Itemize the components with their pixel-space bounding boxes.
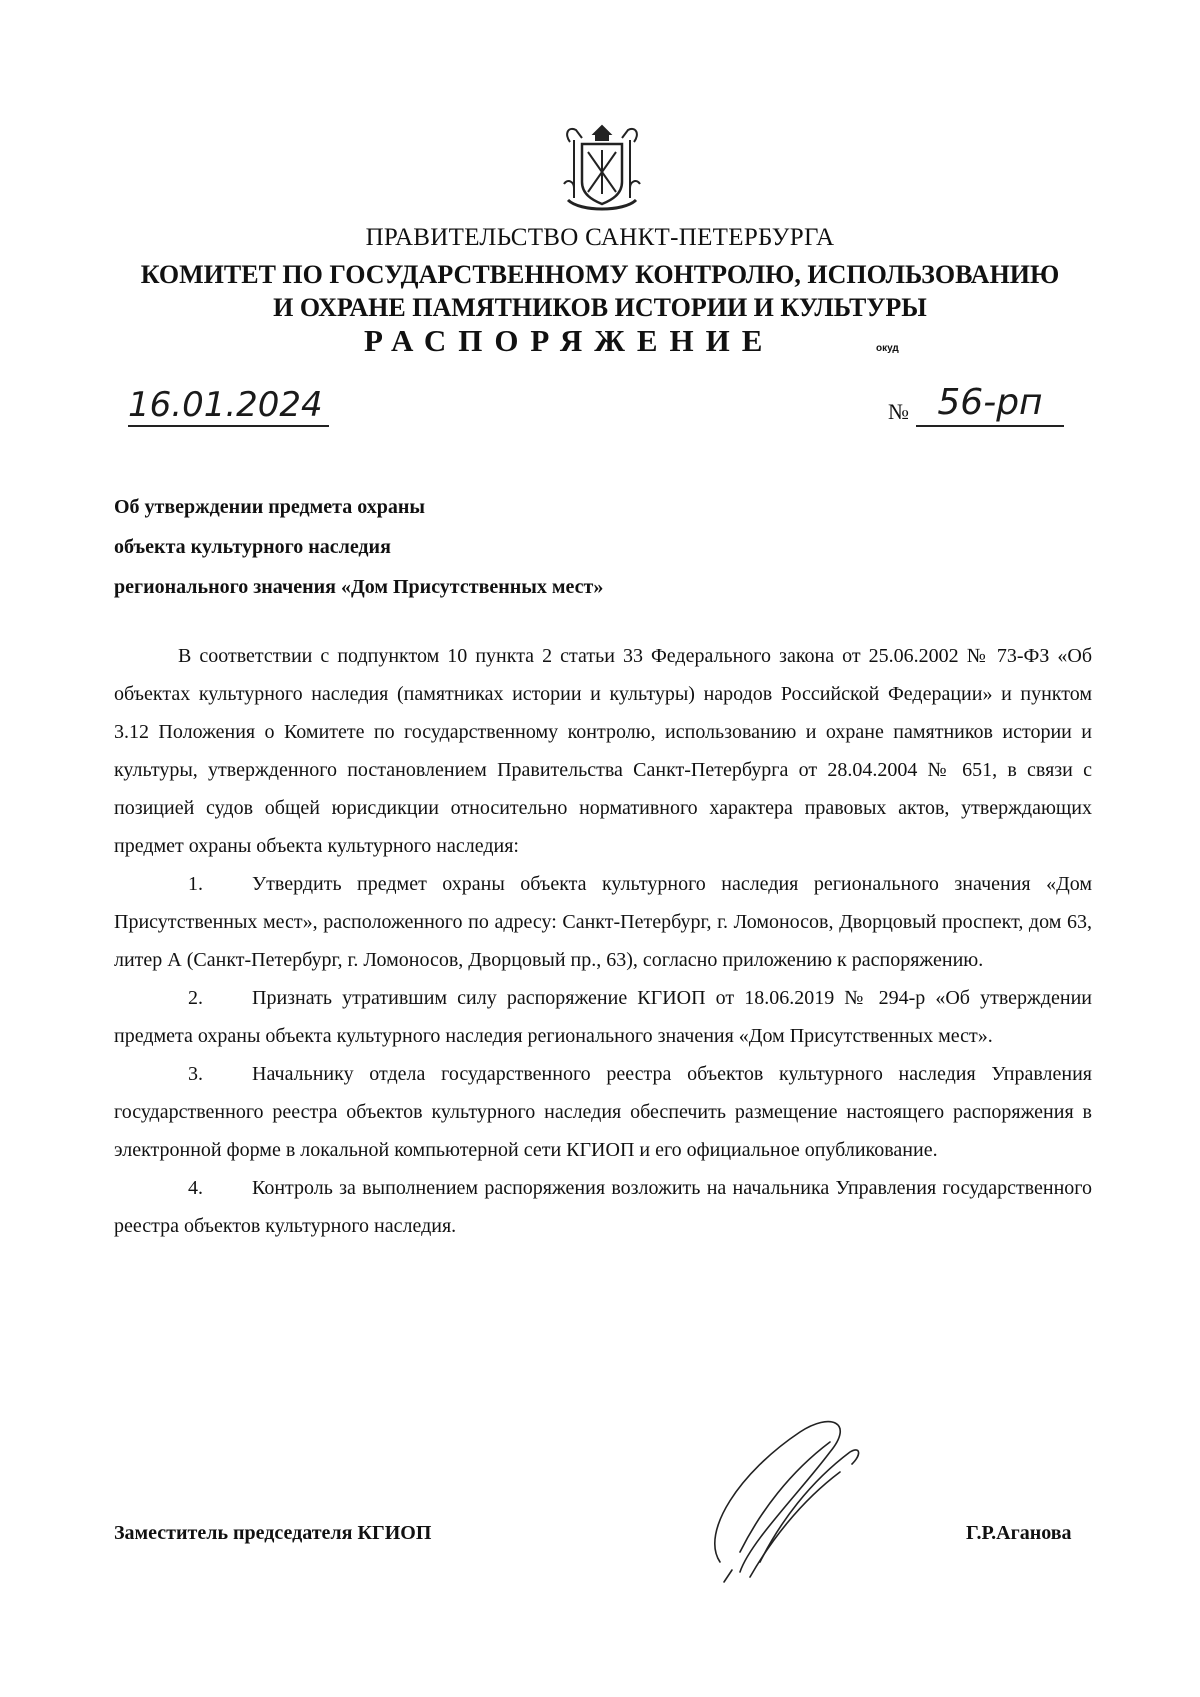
subject-line1: Об утверждении предмета охраны (114, 496, 425, 518)
subject-line3: регионального значения «Дом Присутственных мест» (114, 576, 604, 598)
item-number: 4. (188, 1177, 203, 1199)
committee-title-line1: КОМИТЕТ ПО ГОСУДАРСТВЕННОМУ КОНТРОЛЮ, ИСПОЛЬЗОВАНИЮ (140, 260, 1060, 289)
list-item (114, 979, 1092, 1055)
government-title: ПРАВИТЕЛЬСТВО САНКТ-ПЕТЕРБУРГА (365, 224, 835, 251)
item-text: Начальнику отдела государственного реестра объектов культурного наследия Управления государственного реестра объектов культурного наследия обеспечить размещение настоящего распоряжения в электронной форме в локальной компьютерной сети КГИОП и его официальное опубликование. (114, 1063, 1092, 1161)
item-text: Контроль за выполнением распоряжения возложить на начальника Управления государственного реестра объектов культурного наследия. (114, 1177, 1092, 1237)
list-item (114, 1055, 1092, 1169)
handwritten-signature (680, 1412, 910, 1592)
preamble-paragraph: В соответствии с подпунктом 10 пункта 2 статьи 33 Федерального закона от 25.06.2002 № 73-ФЗ «Об объектах культурного наследия (памятниках истории и культуры) народов Российской Федерации» и пунктом 3.12 Положения о Комитете по государственному контролю, использованию и охране памятников истории и культуры, утвержденного постановлением Правительства Санкт-Петербурга от 28.04.2004 № 651, в связи с позицией судов общей юрисдикции относительно нормативного характера правовых актов, утверждающих предмет охраны объекта культурного наследия: (114, 645, 1092, 857)
subject-line2: объекта культурного наследия (114, 536, 391, 558)
signatory-name: Г.Р.Аганова (966, 1522, 1072, 1544)
item-text: Утвердить предмет охраны объекта культурного наследия регионального значения «Дом Присутственных мест», расположенного по адресу: Санкт-Петербург, г. Ломоносов, Дворцовый проспект, дом 63, литер А (Санкт-Петербург, г. Ломоносов, Дворцовый пр., 63), согласно приложению к распоряжению. (114, 873, 1092, 971)
list-item (114, 1169, 1092, 1245)
committee-title (0, 258, 1200, 324)
document-number: 56-рп (916, 381, 1064, 427)
coat-of-arms-emblem (560, 120, 644, 216)
item-text: Признать утратившим силу распоряжение КГИОП от 18.06.2019 № 294-р «Об утверждении предмета охраны объекта культурного наследия регионального значения «Дом Присутственных мест». (114, 987, 1092, 1047)
document-type: РАСПОРЯЖЕНИЕ (364, 323, 775, 358)
item-number: 2. (188, 987, 203, 1009)
number-label: № (888, 399, 909, 424)
document-date: 16.01.2024 (128, 385, 329, 427)
item-number: 3. (188, 1063, 203, 1085)
item-number: 1. (188, 873, 203, 895)
okud-label: окуд (876, 343, 899, 354)
document-subject (114, 487, 754, 607)
signatory-position: Заместитель председателя КГИОП (114, 1522, 432, 1544)
document-body (114, 637, 1092, 1245)
list-item (114, 865, 1092, 979)
committee-title-line2: И ОХРАНЕ ПАМЯТНИКОВ ИСТОРИИ И КУЛЬТУРЫ (273, 293, 927, 322)
